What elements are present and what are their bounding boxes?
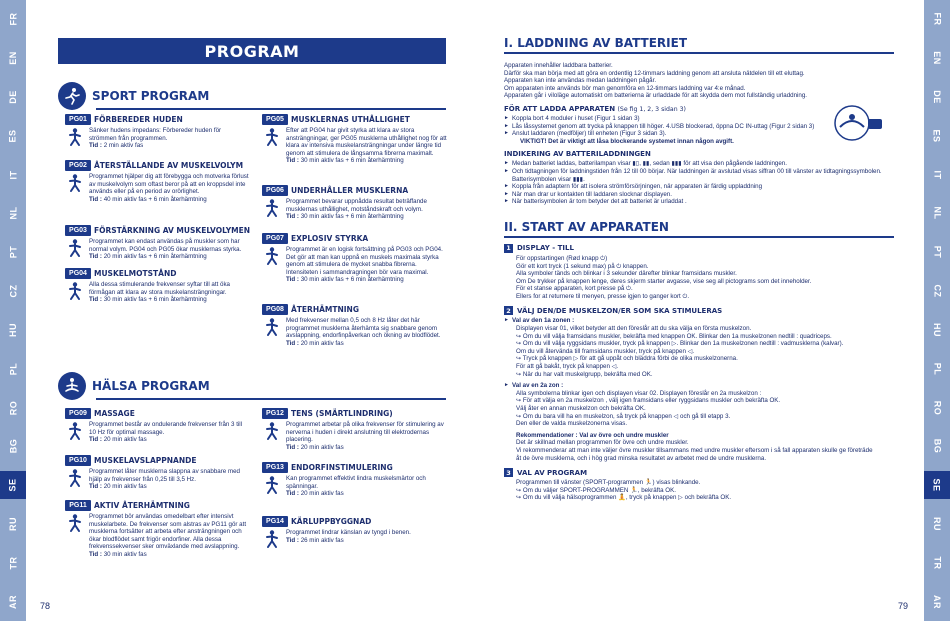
hand-icon xyxy=(65,127,85,147)
language-tab-label: SE xyxy=(7,478,18,492)
program-time-label: Tid : xyxy=(286,490,299,498)
program-time: 2 min aktiv fas xyxy=(103,142,144,150)
program-badge: PG02 xyxy=(65,160,91,171)
language-tab-fr[interactable] xyxy=(924,5,950,33)
program-time-label: Tid : xyxy=(89,195,102,203)
program-title: EXPLOSIV STYRKA xyxy=(291,234,369,243)
text-line: ↪ Om du väljer SPORT-PROGRAMMEN 🏃, bekräfta OK. xyxy=(516,486,676,494)
legs-icon xyxy=(262,529,282,549)
display-text xyxy=(504,255,894,301)
language-tab-label: AR xyxy=(932,594,942,609)
program-time-label: Tid : xyxy=(286,157,299,165)
program-description: Programmet arbetar på olika frekvenser för stimulering av nerverna i huden i direkt anslutning till elektrodernas placering. xyxy=(286,421,444,444)
page-number-left: 78 xyxy=(40,601,51,611)
text-line: Alla symboler tänds och blinkar i 3 sekunder därefter blinkar framsidans muskler. xyxy=(516,270,737,278)
language-tab-label: CZ xyxy=(8,284,18,298)
section-start-title: II. START AV APPARATEN xyxy=(504,220,894,238)
charge-warning: VIKTIGT! Det är viktigt att låsa blockerande systemet innan någon avgift. xyxy=(520,137,734,145)
language-tab-label: BG xyxy=(932,439,942,454)
program-description: Programmet är en logisk fortsättning på PG03 och PG04. Det gör att man kan uppnå en muskels maximala styrka genom att stimulera de mycket snabba fibrerna. Intensiteten i sammandragningen bör vara maximal. xyxy=(286,246,443,276)
program-time: 30 min aktiv fas + 6 min återhämtning xyxy=(300,276,404,284)
program-description: Programmet lindrar känslan av tyngd i benen. xyxy=(286,529,411,536)
back-figure-icon xyxy=(262,475,282,495)
program-entry xyxy=(65,114,250,150)
program-time-label: Tid : xyxy=(286,213,299,221)
language-tab-label: BG xyxy=(8,439,18,454)
language-tab-label: PL xyxy=(931,362,942,375)
program-description: Alla dessa stimulerande frekvenser syftar till att öka förmågan att klara av stora muskelansträngningar. xyxy=(89,281,230,296)
recommendation-heading: Rekommendationer : Val av övre och undre muskler xyxy=(516,431,669,439)
language-tab-pl[interactable] xyxy=(0,355,26,383)
zone2-text xyxy=(504,390,894,428)
language-tab-label: DE xyxy=(7,90,18,104)
text-line: ► Koppla från adaptern för att isolera strömförsörjningen, när apparaten är färdig uppladdning xyxy=(504,183,894,191)
program-time-label: Tid : xyxy=(286,339,299,347)
program-time: 30 min aktiv fas + 6 min återhämtning xyxy=(300,157,404,165)
program-badge: PG03 xyxy=(65,225,91,236)
program-time-label: Tid : xyxy=(89,253,102,261)
display-heading: 1 DISPLAY - TILL xyxy=(504,244,894,253)
program-time: 26 min aktiv fas xyxy=(300,536,344,544)
text-line: Den eller de valda muskelzonerna visas. xyxy=(516,420,628,428)
program-description: Med frekvenser mellan 0,5 och 8 Hz låter det här programmet musklerna återhämta sig snabbare genom avslappning, endorfinpåverkan och ökning av blodflödet. xyxy=(286,317,441,340)
program-badge: PG07 xyxy=(262,233,288,244)
charge-steps xyxy=(504,115,894,138)
text-line: ↪ Om du vill välja framsidans muskler, bekräfta med knappen OK. Blinkar den 1a muskelzonen nedtill : quadriceps. xyxy=(516,332,832,340)
language-tab-label: TR xyxy=(8,556,18,570)
climber-icon xyxy=(262,127,282,147)
program-entry xyxy=(262,304,447,347)
language-tab-tr[interactable] xyxy=(924,549,950,577)
language-tab-label: FR xyxy=(932,12,942,26)
program-time: 20 min aktiv fas xyxy=(103,436,147,444)
language-tab-ar[interactable] xyxy=(0,588,26,616)
language-tab-label: PL xyxy=(7,362,18,375)
text-line: Programmen till vänster (SPORT-programmen 🏃) visas blinkande. xyxy=(516,479,701,487)
cyclist-icon xyxy=(65,513,85,533)
program-title: TENS (SMÄRTLINDRING) xyxy=(291,409,393,418)
program-time-label: Tid : xyxy=(89,296,102,304)
program-time-label: Tid : xyxy=(286,276,299,284)
language-tab-de[interactable] xyxy=(0,83,26,111)
program-badge: PG11 xyxy=(65,500,91,511)
language-tab-label: PT xyxy=(931,246,942,259)
language-tab-label: RO xyxy=(932,400,942,415)
massage-hands-icon xyxy=(65,421,85,441)
text-line: Det är skillnad mellan programmen för övre och undre muskler. xyxy=(516,439,689,447)
program-time: 30 min aktiv fas + 6 min återhämtning xyxy=(103,296,207,304)
language-tab-label: HU xyxy=(932,322,942,337)
program-entry xyxy=(262,114,447,165)
program-title: UNDERHÅLLER MUSKLERNA xyxy=(291,186,409,195)
language-tab-pt[interactable] xyxy=(0,238,26,266)
zone2-heading: ► Val av en 2a zon : xyxy=(504,382,894,390)
program-entry xyxy=(65,455,250,491)
language-tabs-right xyxy=(924,0,950,621)
language-tab-label: EN xyxy=(931,51,942,65)
text-line: Om du vill återvända till framsidans muskler, tryck på knappen ◁. xyxy=(516,347,695,355)
program-entry xyxy=(65,160,250,203)
text-line: För et stanse apparaten, kort presse på ⏻. xyxy=(516,285,633,293)
language-tab-nl[interactable] xyxy=(0,199,26,227)
program-badge: PG04 xyxy=(65,268,91,279)
program-badge: PG09 xyxy=(65,408,91,419)
program-badge: PG06 xyxy=(262,185,288,196)
program-entry xyxy=(65,268,250,304)
right-page-content xyxy=(504,36,894,502)
zone1-text xyxy=(504,325,894,378)
language-tabs-left xyxy=(0,0,26,621)
program-time: 20 min aktiv fas xyxy=(300,490,344,498)
tens-figure-icon xyxy=(262,421,282,441)
text-line: ↪ Om du bara vill ha en muskelzon, så tryck på knappen ◁ och gå till etapp 3. xyxy=(516,412,731,420)
program-time: 20 min aktiv fas + 6 min återhämtning xyxy=(103,253,207,261)
text-line: Apparaten innehåller laddbara batterier. xyxy=(504,62,613,69)
program-entry xyxy=(262,185,447,221)
language-tab-label: RU xyxy=(932,516,942,531)
language-tab-label: RO xyxy=(8,400,18,415)
health-meditation-icon xyxy=(58,372,86,400)
language-tab-fr[interactable] xyxy=(0,5,26,33)
weightlifter-icon xyxy=(262,246,282,266)
program-title: FÖRBEREDER HUDEN xyxy=(94,115,183,124)
program-badge: PG12 xyxy=(262,408,288,419)
text-line: ↪ När du har valt muskelgrupp, bekräfta med OK. xyxy=(516,370,653,378)
language-tab-label: IT xyxy=(8,170,18,180)
text-line: Om De trykker på knappen lenge, deres skjerm starter avgasse, vise seg all pictograms som det inneholder. xyxy=(516,277,812,285)
text-line: För oppstartingen (Rød knapp ⏻) xyxy=(516,254,608,262)
language-tab-label: PT xyxy=(7,246,18,259)
sport-runner-icon xyxy=(58,82,86,110)
language-tab-nl[interactable] xyxy=(924,199,950,227)
charge-heading: FÖR ATT LADDA APPARATEN (Se fig 1, 2, 3 sidan 3) xyxy=(504,104,686,113)
program-description: Programmet bör användas omedelbart efter intensivt muskelarbete. De frekvenser som alstras av PG11 gör att musklerna fortsätter att arbeta efter ansträngningen och ökar blodflödet samt frigör endorfiner. Alla dessa frekvenssekvenser sker omväxlande med avslappning. xyxy=(89,513,247,551)
program-title: ÅTERSTÄLLANDE AV MUSKELVOLYM xyxy=(94,161,244,170)
language-tab-bg[interactable] xyxy=(924,432,950,460)
language-tab-pt[interactable] xyxy=(924,238,950,266)
text-line: ► När batterisymbolen är tom betyder det att batteriet är urladdat . xyxy=(504,198,894,206)
program-description: Sänker hudens impedans: Förbereder huden för strömmen från programmen. xyxy=(89,127,222,142)
program-entry xyxy=(65,500,250,559)
program-badge: PG13 xyxy=(262,462,288,473)
program-time: 20 min aktiv fas xyxy=(103,483,147,491)
program-description: Programmet låter musklerna slappna av snabbare med hjälp av frekvenser från 0,25 till 3,5 Hz. xyxy=(89,468,240,483)
program-badge: PG14 xyxy=(262,516,288,527)
language-tab-ru[interactable] xyxy=(0,510,26,538)
program-title: AKTIV ÅTERHÄMTNING xyxy=(94,501,190,510)
program-entry xyxy=(262,233,447,284)
program-time: 20 min aktiv fas xyxy=(300,443,344,451)
language-tab-en[interactable] xyxy=(924,44,950,72)
language-tab-label: DE xyxy=(931,90,942,104)
language-tab-it[interactable] xyxy=(0,161,26,189)
language-tab-label: SE xyxy=(931,478,942,492)
text-line: Ellers for at returnere til menyen, presse igjen to ganger kort ⏻. xyxy=(516,292,690,300)
language-tab-es[interactable] xyxy=(924,122,950,150)
language-tab-es[interactable] xyxy=(0,122,26,150)
program-time-label: Tid : xyxy=(89,550,102,558)
text-line: ↪ Tryck på knappen ▷ för att gå uppåt och bläddra förbi de olika muskelzonerna. xyxy=(516,355,738,363)
language-tab-ro[interactable] xyxy=(0,394,26,422)
text-line: ► Och tidtagningen för laddningstiden från 12 till 00 börjar. När laddningen är avslutad visas siffran 00 till vänster av tidtagningssymbolen. Batterisymbolen visar ▮▮▮. xyxy=(504,168,894,183)
language-tab-label: ES xyxy=(931,129,942,143)
program-badge: PG05 xyxy=(262,114,288,125)
text-line: ↪ Om du vill välja ryggsidans muskler, tryck på knappen ▷. Blinkar den 1a muskelzonen nedtill : vadmusklerna (kalvar). xyxy=(516,340,844,348)
program-time-label: Tid : xyxy=(89,436,102,444)
program-time-label: Tid : xyxy=(89,142,102,150)
page-number-right: 79 xyxy=(898,601,909,611)
wheelchair-icon xyxy=(65,173,85,193)
program-badge: PG08 xyxy=(262,304,288,315)
text-line: åt de övre musklerna, och i hög grad minska resultatet av arbetet med de undre musklerna. xyxy=(516,454,767,462)
zone1-heading: ► Val av den 1a zonen : xyxy=(504,317,894,325)
program-badge: PG10 xyxy=(65,455,91,466)
indication-list xyxy=(504,160,894,206)
text-line: Vi rekommenderar att man inte väljer övre muskler tillsammans med undre muskler eftersom i så fall apparaten skulle ge företräde xyxy=(516,446,873,454)
language-tab-se[interactable] xyxy=(0,471,26,499)
language-tab-de[interactable] xyxy=(924,83,950,111)
health-divider xyxy=(96,398,446,400)
health-program-heading: HÄLSA PROGRAM xyxy=(58,372,210,400)
program-description: Efter att PG04 har givit styrka att klara av stora ansträngningar, ger PG05 musklerna uthållighet nog för att klara av intensiva muskelansträngningar under längre tid genom att stimulera de långsamma fibrerna maximalt. xyxy=(286,127,447,157)
program-description: Programmet bevarar uppnådda resultat beträffande musklernas uthållighet, motståndskraft och volym. xyxy=(286,198,427,213)
language-tab-label: ES xyxy=(7,129,18,143)
text-line: Apparaten kan inte användas medan laddningen pågår. xyxy=(504,77,657,85)
program-entry xyxy=(262,408,447,451)
indication-heading: INDIKERING AV BATTERILADDNINGEN xyxy=(504,150,651,159)
language-tab-bg[interactable] xyxy=(0,432,26,460)
recovery-icon xyxy=(262,317,282,337)
program-time-label: Tid : xyxy=(286,536,299,544)
program-time: 30 min aktiv fas + 6 min återhämtning xyxy=(300,213,404,221)
language-tab-label: HU xyxy=(8,322,18,337)
program-time: 30 min aktiv fas xyxy=(103,550,147,558)
text-line: För att gå bakåt, tryck på knappen ◁. xyxy=(516,363,619,371)
language-tab-pl[interactable] xyxy=(924,355,950,383)
language-tab-label: RU xyxy=(8,516,18,531)
program-title: MUSKELAVSLAPPNANDE xyxy=(94,456,197,465)
program-description: Programmet kan endast användas på muskler som har normal volym. PG04 och PG05 ökar musklernas styrka. xyxy=(89,238,242,253)
language-tab-en[interactable] xyxy=(0,44,26,72)
language-tab-it[interactable] xyxy=(924,161,950,189)
text-line: ► Lås låssystemet genom att trycka på knappen till höger. 4.USB blockerad, öppna DC IN-uttag (Figur 2 sidan 3) xyxy=(504,123,894,131)
language-tab-hu[interactable] xyxy=(0,316,26,344)
text-line: ↪ För att välja en 2a muskelzon , välj igen framsidans eller ryggsidans muskler och bekräfta OK. xyxy=(516,397,781,405)
program-time: 20 min aktiv fas xyxy=(300,339,344,347)
charging-intro xyxy=(504,62,894,100)
program-time-label: Tid : xyxy=(89,483,102,491)
language-tab-label: AR xyxy=(8,594,18,609)
program-title: MASSAGE xyxy=(94,409,135,418)
text-line: ► När man drar ur kontakten till laddaren slocknar displayen. xyxy=(504,191,894,199)
text-line: ► Medan batteriet laddas, batterilampan visar ▮▯, ▮▮, sedan ▮▮▮ för att visa den pågående laddningen. xyxy=(504,160,894,168)
program-entry xyxy=(262,516,447,549)
language-tab-ru[interactable] xyxy=(924,510,950,538)
text-line: ↪ Om du vill välja hälsoprogrammen 🧘, tryck på knappen ▷ och bekräfta OK. xyxy=(516,494,732,502)
text-line: ► Anslut laddaren (medföljer) till enheten (Figur 3 sidan 3). xyxy=(504,130,894,138)
text-line: Därför ska man börja med att göra en ordentlig 12-timmars laddning genom att ansluta nätdelen till ett eluttag. xyxy=(504,69,805,77)
program-title: FÖRSTÄRKNING AV MUSKELVOLYMEN xyxy=(94,226,251,235)
program-select-heading: 3 VAL AV PROGRAM xyxy=(504,468,894,477)
language-tab-label: FR xyxy=(8,12,18,26)
sport-divider xyxy=(96,108,446,110)
language-tab-label: NL xyxy=(932,206,942,220)
program-description: Programmet består av ondulerande frekvenser från 3 till 10 Hz för optimal massage. xyxy=(89,421,243,436)
program-badge: PG01 xyxy=(65,114,91,125)
language-tab-label: EN xyxy=(7,51,18,65)
text-line: Om apparaten inte används bör man genomföra en 12-timmars laddning var 4:e månad. xyxy=(504,84,746,92)
program-time: 40 min aktiv fas + 6 min återhämtning xyxy=(103,195,207,203)
strength-icon xyxy=(65,238,85,258)
text-line: Apparaten går i viloläge automatiskt om batterierna är urladdade för att skydda dem mot fullständig urladdning. xyxy=(504,92,808,100)
language-tab-label: TR xyxy=(932,556,942,570)
zone-heading: 2 VÄLJ DEN/DE MUSKELZON/ER SOM SKA STIMULERAS xyxy=(504,306,894,315)
page-title: PROGRAM xyxy=(58,38,446,64)
program-entry xyxy=(65,225,250,261)
language-tab-label: CZ xyxy=(932,284,942,298)
language-tab-ro[interactable] xyxy=(924,394,950,422)
text-line: Välj åter en annan muskelzon och bekräfta OK. xyxy=(516,405,646,412)
language-tab-label: NL xyxy=(8,206,18,220)
text-line: ► Koppla bort 4 moduler i huset (Figur 1 sidan 3) xyxy=(504,115,894,123)
recommendation-text xyxy=(504,439,894,462)
text-line: Alla symbolerna blinkar igen och displayen visar 02. Displayen föreslår en 2a muskelzon : xyxy=(516,389,762,397)
program-entry xyxy=(65,408,250,444)
language-tab-ar[interactable] xyxy=(924,588,950,616)
program-title: MUSKLERNAS UTHÅLLIGHET xyxy=(291,115,410,124)
language-tab-se[interactable] xyxy=(924,471,950,499)
skier-icon xyxy=(65,281,85,301)
program-entry xyxy=(262,462,447,498)
language-tab-hu[interactable] xyxy=(924,316,950,344)
program-title: ENDORFINSTIMULERING xyxy=(291,463,393,472)
language-tab-label: IT xyxy=(932,170,942,180)
text-line: Displayen visar 01, vilket betyder att den föreslår att du ska välja en första muskelzon. xyxy=(516,325,752,333)
program-title: ÅTERHÄMTNING xyxy=(291,305,359,314)
language-tab-cz[interactable] xyxy=(924,277,950,305)
meditation-icon xyxy=(65,468,85,488)
program-select-text xyxy=(504,479,894,502)
sport-program-heading: SPORT PROGRAM xyxy=(58,82,209,110)
program-time-label: Tid : xyxy=(286,443,299,451)
section-charging-title: I. LADDNING AV BATTERIET xyxy=(504,36,894,54)
runner-icon xyxy=(262,198,282,218)
program-title: MUSKELMOTSTÅND xyxy=(94,269,177,278)
program-description: Programmet hjälper dig att förebygga och motverka förlust av muskelvolym som oftast beror på att en kroppsdel inte används eller på en period av orörlighet. xyxy=(89,173,249,196)
program-title: KÄRLUPPBYGGNAD xyxy=(291,517,372,526)
text-line: Gör ett kort tryck (1 sekund max) på ⏻ knappen. xyxy=(516,262,649,270)
language-tab-cz[interactable] xyxy=(0,277,26,305)
program-description: Kan programmet effektivt lindra muskelsmärtor och spänningar. xyxy=(286,475,426,490)
language-tab-tr[interactable] xyxy=(0,549,26,577)
